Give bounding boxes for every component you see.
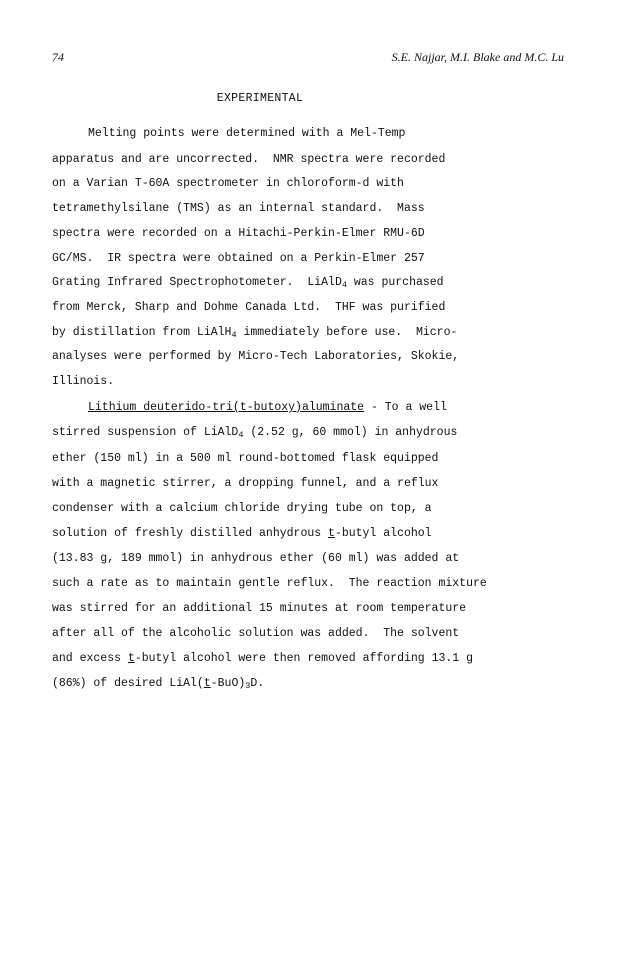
section-heading — [0, 92, 624, 105]
text-line: (13.83 g, 189 mmol) in anhydrous ether (60 ml) was added at — [52, 552, 460, 565]
text-line: apparatus and are uncorrected. NMR spectra were recorded — [52, 153, 446, 166]
text-segment: (2.52 g, 60 mmol) in anhydrous — [243, 426, 458, 439]
section-heading-text: EXPERIMENTAL — [216, 92, 304, 105]
text-line — [52, 527, 432, 540]
text-segment: D. — [250, 677, 265, 690]
text-segment: (86%) of desired LiAl( — [52, 677, 204, 690]
text-segment: and excess — [52, 652, 128, 665]
text-line — [52, 276, 444, 289]
text-segment: stirred suspension of LiAlD — [52, 426, 239, 439]
italic-prefix: t — [203, 677, 211, 690]
text-segment: - To a well — [364, 401, 447, 414]
text-line — [52, 652, 473, 665]
text-segment: Lithium deuterido-tri( — [88, 401, 240, 414]
text-line — [52, 677, 264, 690]
text-segment: -butyl alcohol were then removed affording 13.1 g — [134, 652, 473, 665]
running-head-authors: S.E. Najjar, M.I. Blake and M.C. Lu — [391, 50, 564, 64]
text-line — [88, 401, 447, 414]
subscript: 3 — [245, 681, 251, 691]
text-segment: -BuO) — [210, 677, 246, 690]
text-line: from Merck, Sharp and Dohme Canada Ltd. THF was purified — [52, 301, 446, 314]
text-line: analyses were performed by Micro-Tech Laboratories, Skokie, — [52, 350, 460, 363]
text-segment: solution of freshly distilled anhydrous — [52, 527, 329, 540]
text-line: spectra were recorded on a Hitachi-Perkin-Elmer RMU-6D — [52, 227, 425, 240]
text-segment: -butyl alcohol — [334, 527, 432, 540]
text-line: Melting points were determined with a Mel-Temp — [88, 127, 406, 140]
text-line: tetramethylsilane (TMS) as an internal standard. Mass — [52, 202, 425, 215]
italic-prefix: t — [328, 527, 335, 540]
text-segment: immediately before use. Micro- — [236, 326, 458, 339]
text-line: on a Varian T-60A spectrometer in chloroform-d with — [52, 177, 404, 190]
subscript: 4 — [231, 330, 237, 340]
text-line: Illinois. — [52, 375, 115, 388]
text-line: condenser with a calcium chloride drying tube on top, a — [52, 502, 432, 515]
text-line: after all of the alcoholic solution was added. The solvent — [52, 627, 460, 640]
text-segment: t — [239, 401, 247, 414]
text-segment: by distillation from LiAlH — [52, 326, 232, 339]
text-line: with a magnetic stirrer, a dropping funnel, and a reflux — [52, 477, 439, 490]
text-line — [52, 426, 457, 439]
compound-title — [88, 401, 364, 414]
text-segment: -butoxy)aluminate — [246, 401, 365, 414]
text-segment: Grating Infrared Spectrophotometer. LiAlD — [52, 276, 342, 289]
text-line: ether (150 ml) in a 500 ml round-bottomed flask equipped — [52, 452, 439, 465]
italic-prefix: t — [127, 652, 135, 665]
text-line: was stirred for an additional 15 minutes at room temperature — [52, 602, 467, 615]
text-line — [52, 326, 457, 339]
text-segment: was purchased — [346, 276, 444, 289]
text-line: such a rate as to maintain gentle reflux. The reaction mixture — [52, 577, 487, 590]
subscript: 4 — [341, 280, 347, 290]
text-line: GC/MS. IR spectra were obtained on a Perkin-Elmer 257 — [52, 252, 425, 265]
page-number: 74 — [52, 50, 64, 64]
subscript: 4 — [238, 430, 244, 440]
